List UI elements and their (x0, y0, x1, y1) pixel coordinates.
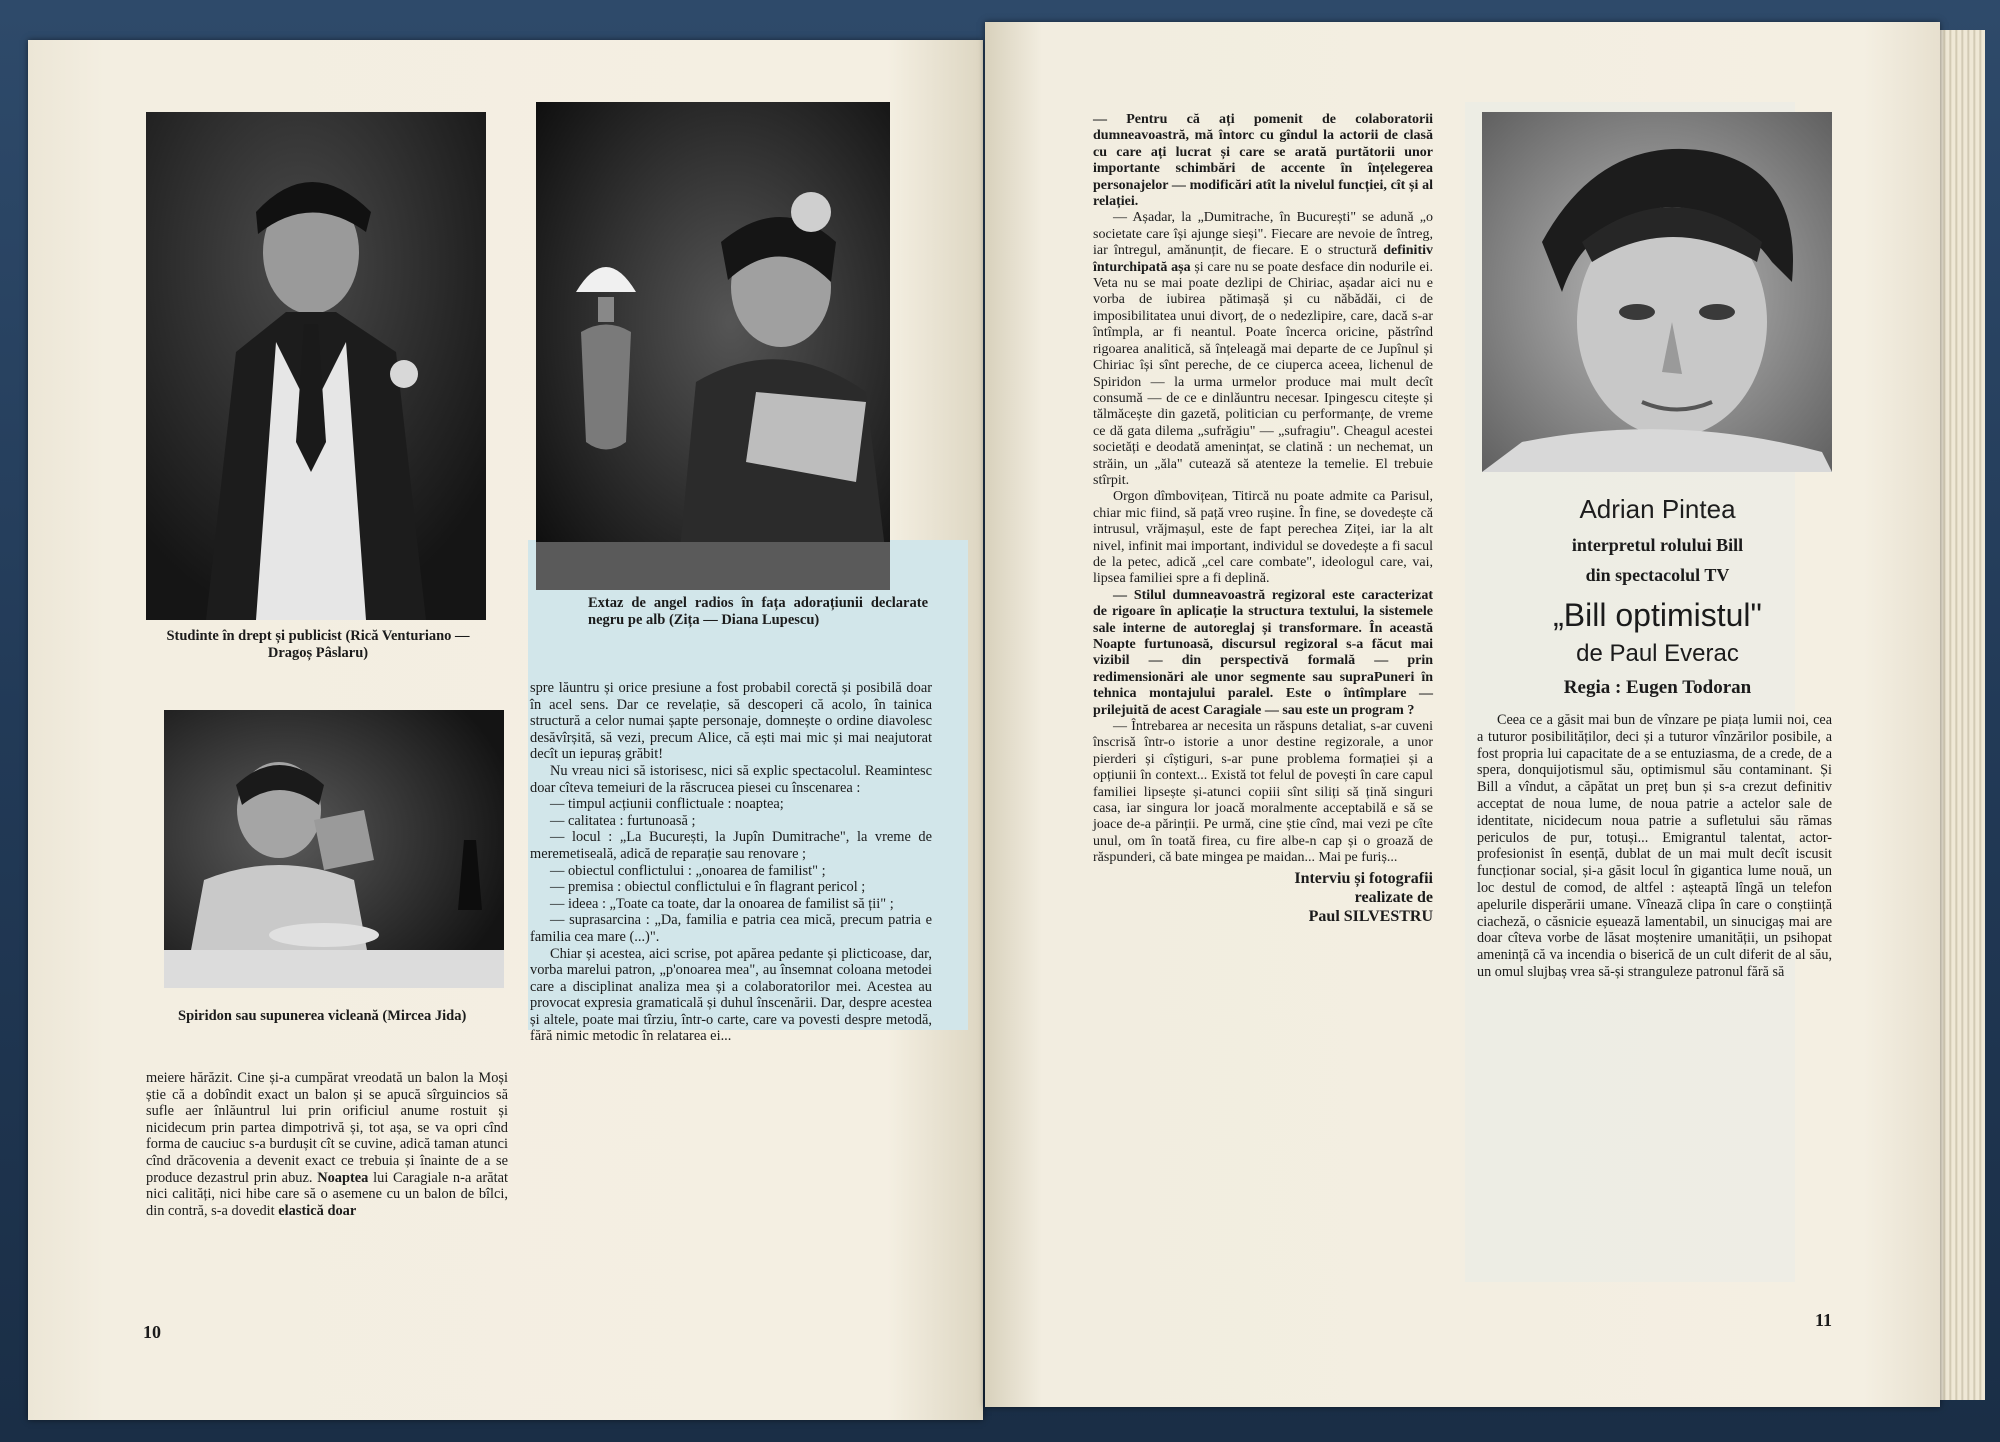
answer-1-bold: definitiv înturchipată așa (1093, 243, 1433, 275)
list-item: — timpul acțiunii conflictuale : noaptea; (550, 796, 784, 813)
left-col2-intro: spre lăuntru și orice presiune a fost probabil corectă și posibilă doar în acel sens. Dar ce revelație, să descoperi că acolo, în tainica structură a celor numai șapte personaje, domnește o ordine diavolesc desăvîrșită, să vezi, precum Alice, că ești mai mic și mai neajutorat decît un iepuraș grăbit! (530, 680, 932, 763)
page-number-right: 11 (1815, 1310, 1833, 1330)
left-col1-bold-2: elastică doar (278, 1202, 357, 1219)
photo-spiridon (164, 710, 504, 988)
sidebar-credits (1475, 492, 1840, 702)
answer-2: — Întrebarea ar necesita un răspuns detaliat, s-ar cuveni înscrisă într-o istorie a unor destine regizorale, a unor pierderi și cîștiguri, s-ar pune problema formației și a opțiunii în context... Există tot felul de povești în care capul familiei lipsește și-atunci copiii sînt siliți să țină singuri casa, iar singura lor joacă moralmente acceptabilă e să se joace de-a părinții. Pe urmă, cine știe cînd, mai vezi pe cîte unul, om în toată firea, cu fire albe-n cap și o groază de răspunderi, că bate mingea pe maidan... Mai pe furiș... (1093, 719, 1433, 866)
caption-rica-venturiano: Studinte în drept și publicist (Rică Venturiano — Dragoș Pâslaru) (166, 628, 470, 661)
right-page (985, 22, 1940, 1407)
photo-zita (536, 102, 890, 590)
credit-line-1: Interviu și fotografii (1294, 869, 1433, 887)
interview-question-2: — Stilul dumneavoastră regizoral este caracterizat de rigoare în aplicație la structura textului, la sistemele sale interne de autoreglaj și transformare. În această Noapte furtunoasă, discursul regizoral s-a făcut mai vizibil — din perspectivă formală — prin redimensionări ale unor segmente sau supraPuneri în tehnica montajului paralel. Este o întîmplare —prilejuită de acest Caragiale — sau este un program ? (1093, 587, 1433, 718)
show-author: de Paul Everac (1576, 640, 1739, 667)
caption-spiridon: Spiridon sau supunerea vicleană (Mircea Jida) (178, 1008, 467, 1024)
show-director: Regia : Eugen Todoran (1563, 677, 1752, 698)
answer-1-continued: Orgon dîmbovițean, Titircă nu poate admite ca Parisul, chiar mic fiind, să pață vreo rușine. În fine, se dovedește că intrusul, vrăjmașul, este de fapt perechea Ziței, iar la alt nivel, infinit mai important, individul se dovedește a fi sacul de la petec, adică „cel care combate", ideologul care, vai, lipsea familiei spre a fi deplină. (1093, 489, 1433, 587)
page-number-left: 10 (143, 1322, 161, 1342)
list-item: — premisa : obiectul conflictului e în flagrant pericol ; (550, 879, 866, 896)
caption-zita: Extaz de angel radios în fața adorațiunii declarate negru pe alb (Zița — Diana Lupescu) (588, 595, 928, 628)
list-item: — suprasarcina : „Da, familia e patria cea mică, precum patria e familia cea mare (...)". (530, 912, 932, 945)
interview-question-1: — Pentru că ați pomenit de colaboratorii dumneavoastră, mă întorc cu gîndul la actorii de clasă cu care ați lucrat și care se arată purtătorii unor importante schimbări de accente în înțelegerea personajelor — modificări atît la nivelul funcției, cît și al relației. (1093, 112, 1433, 210)
show-line: din spectacolul TV (1585, 565, 1730, 585)
left-page (28, 40, 983, 1420)
photo-adrian-pintea (1482, 112, 1832, 472)
left-col2-paragraph: Nu vreau nici să istorisesc, nici să explic spectacolul. Reamintesc doar cîteva temeiuri de la răscrucea piesei cu înscenarea : (530, 762, 932, 796)
credit-line-2: realizate de (1354, 888, 1433, 906)
answer-1-start: — Așadar, la „Dumitrache, în București" se adună „o societate care își ajunge sieși". Fiecare are nevoie de întreg, iar întregul, amănunțit, de fiecare. E o structură (1093, 210, 1433, 259)
role-line: interpretul rolului Bill (1571, 535, 1744, 555)
left-col1-body-2: lui Caragiale n-a arătat nici calități, nici hibe care să o asemene cu un balon de bîlci, din contră, s-a dovedit (146, 1169, 508, 1219)
credit-author: Paul SILVESTRU (1308, 907, 1433, 925)
page-stack-edge (1940, 30, 1985, 1400)
show-title: „Bill optimistul" (1553, 597, 1762, 633)
left-col1-body: meiere hărăzit. Cine și-a cumpărat vreodată un balon la Moși știe că a dobîndit exact un balon și se apucă sîrguincios să sufle aer înlăuntrul lui prin orificiul anume rostuit și nicidecum prin partea dimpotrivă și, tot așa, se va opri cînd forma de cauciuc s-a burdușit cît se cuvine, adică taman atunci cînd drăcovenia a devenit exact ce trebuia și înainte de a se produce dezastrul prin abuz. (146, 1070, 508, 1186)
left-column-1-text (146, 1070, 508, 1219)
right-column-2-text: Ceea ce a găsit mai bun de vînzare pe piața lumii noi, cea a tuturor posibilităților, deci și a tuturor vînzărilor posibile, a fost propria lui capacitate de a se entuziasma, de a crede, de a spera, donquijotismul său, optimismul său contaminant. Și Bill a vîndut, a căpătat un preț bun și s-a crezut definitiv acceptat de noua lume, de noua patrie a actelor sale de identitate, nicidecum noua patrie a sufletului său rămas periculos de pur, totuși... Emigrantul talentat, actor-profesionist în esență, dublat de un mai mult decît iscusit funcționar social, și-a găsit locul în gigantica lume nouă, un loc destul de comod, de altfel : așteaptă lîngă un telefon apelurile disperării umane. Vînează clipa în care o conștiință ciacheză, o căsnicie eșuează lamentabil, un sinucigaș mai are doar cîteva vorbe de lăsat moștenire umanității, un psihopat amenință că va incendia o biserică de un cult diferit de al său, un omul slujbaș vrea să-și stranguleze patronul fără să (1477, 712, 1832, 980)
left-col1-bold: Noaptea (317, 1169, 369, 1186)
photo-rica-venturiano (146, 112, 486, 620)
actor-name: Adrian Pintea (1579, 494, 1736, 524)
right-column-1-text (1093, 112, 1433, 926)
answer-1-end: și care nu se poate desface din nodurile ei. Veta nu se mai poate dezlipi de Chiriac, așadar aici nu e vorba de iubirea pătimașă și cu năbădăi, ci de imposibilitatea unui divorț, de o nedezlipire, care, dacă s-ar întîmpla, ar fi neantul. Poate încerca oricine, păstrînd rigoarea analitică, să înțeleagă mai departe de ce Jupînul și Chiriac își sînt pereche, de ce ciuperca aceea, lichenul de Spiridon — la urma urmelor produce mai mult decît consumă — de ce e dinlăuntru necesar. Ipingescu citește și tălmăcește din gazetă, politician cu performanțe, de vreme ce dă gata dilema „sufrăgiu" — „sufragiu". Cheagul acestei societăți e deodată amenințat, se clatină : un nechemat, un străin, un „ăla" cutează să atenteze la temelie. El trebuie stîrpit. (1093, 259, 1433, 488)
list-item: — calitatea : furtunoasă ; (550, 812, 696, 829)
left-column-2-text (530, 680, 932, 1045)
list-item: — ideea : „Toate ca toate, dar la onoarea de familist să ții" ; (550, 895, 894, 912)
list-item: — locul : „La București, la Jupîn Dumitrache", la vreme de meremetiseală, adică de reparație sau renovare ; (530, 829, 932, 862)
list-item: — obiectul conflictului : „onoarea de familist" ; (550, 862, 826, 879)
left-col2-closing: Chiar și acestea, aici scrise, pot apărea pedante și plicticoase, dar, vorba marelui patron, „p'onoarea mea", au însemnat coloana metodei care a disciplinat analiza mea și a colaboratorilor mei. Acestea au provocat expresia gramaticală și duhul înscenării. Dar, despre acestea și altele, poate mai tîrziu, într-o carte, care va povesti despre metodă, fără nimic metodic în relatarea ei... (530, 945, 932, 1045)
